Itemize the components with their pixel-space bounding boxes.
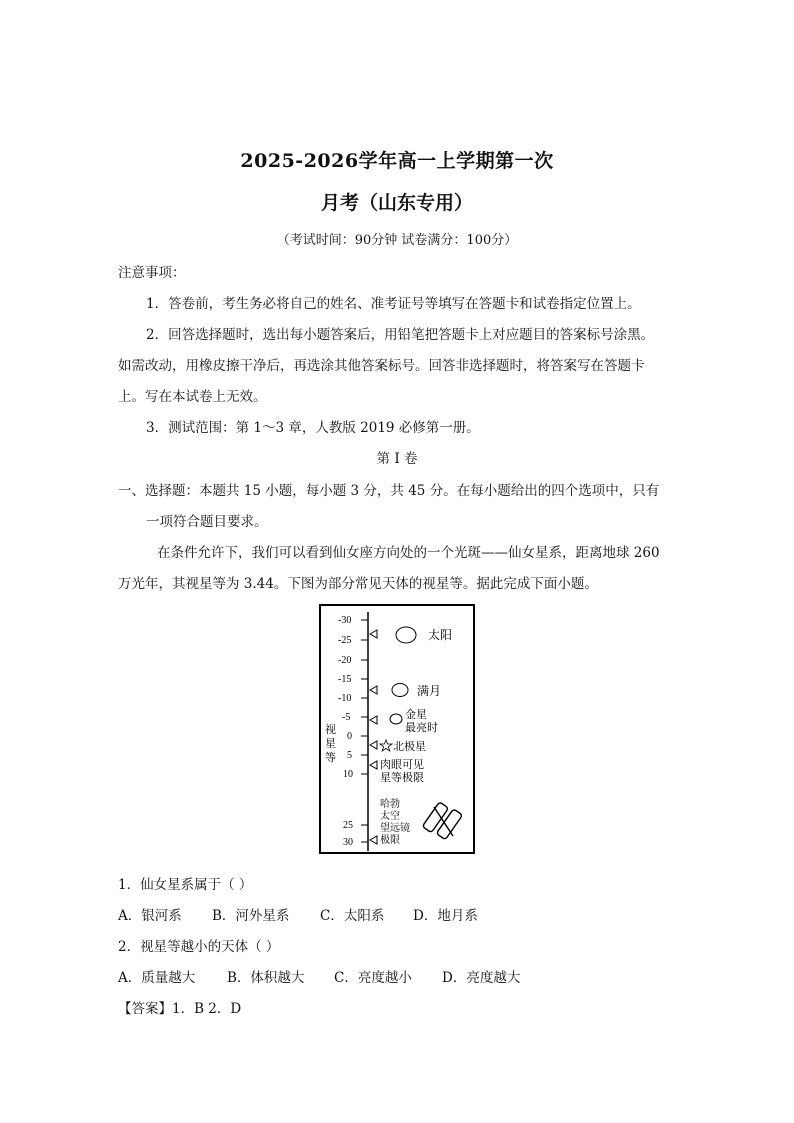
- notice-item-2-cont: 如需改动，用橡皮擦干净后，再选涂其他答案标号。回答非选择题时，将答案写在答题卡: [118, 358, 645, 374]
- svg-text:等: 等: [325, 752, 336, 764]
- tick-label: 25: [343, 820, 353, 831]
- sun-label: 太阳: [428, 628, 453, 642]
- hubble-label: 哈勃: [380, 799, 400, 810]
- notice-item-3: 3．测试范围：第 1～3 章，人教版 2019 必修第一册。: [146, 420, 480, 436]
- tick-label: -20: [338, 655, 352, 666]
- tick-label: 5: [347, 750, 352, 761]
- answer-line: 【答案】1．B 2．D: [118, 1001, 242, 1017]
- page-title-line2: 月考（山东专用）: [320, 192, 473, 214]
- hubble-label-3: 望远镜: [380, 823, 410, 834]
- tick-label: -15: [338, 674, 352, 685]
- question-1-option-b[interactable]: B．河外星系: [212, 908, 290, 924]
- tick-label: 0: [347, 731, 352, 742]
- hubble-label-2: 太空: [380, 811, 400, 822]
- polaris-label: 北极星: [393, 741, 426, 753]
- naked-eye-label: 肉眼可见: [380, 759, 424, 771]
- exam-info: （考试时间：90分钟 试卷满分：100分）: [276, 233, 518, 248]
- section-heading: 一、选择题：本题共 15 小题，每小题 3 分，共 45 分。在每小题给出的四个选项中，只有: [118, 483, 660, 499]
- question-1-option-a[interactable]: A．银河系: [118, 908, 182, 924]
- section-heading-cont: 一项符合题目要求。: [146, 514, 268, 530]
- question-2-stem: 2．视星等越小的天体（ ）: [118, 939, 280, 955]
- question-2-option-b[interactable]: B．体积越大: [227, 970, 305, 986]
- question-2-option-a[interactable]: A．质量越大: [118, 970, 196, 986]
- naked-eye-label-2: 星等极限: [380, 772, 424, 784]
- question-1-option-d[interactable]: D．地月系: [413, 908, 478, 924]
- svg-text:星: 星: [325, 738, 336, 750]
- tick-label: -5: [342, 712, 351, 723]
- notice-heading: 注意事项：: [118, 265, 186, 281]
- tick-label: 10: [343, 769, 353, 780]
- tick-label: 30: [343, 837, 353, 848]
- notice-item-2-end: 上。写在本试卷上无效。: [118, 389, 267, 405]
- moon-label: 满月: [417, 684, 442, 698]
- svg-text:视: 视: [325, 724, 336, 736]
- question-2-option-d[interactable]: D．亮度越大: [442, 970, 521, 986]
- tick-label: -25: [338, 635, 352, 646]
- page-title: 2025-2026学年高一上学期第一次: [240, 150, 554, 172]
- question-1-stem: 1．仙女星系属于（ ）: [118, 877, 253, 893]
- venus-label: 金星: [405, 709, 427, 721]
- axis-title: [325, 723, 336, 764]
- volume-heading: 第 I 卷: [376, 451, 418, 467]
- passage-line-2: 万光年，其视星等为 3.44。下图为部分常见天体的视星等。据此完成下面小题。: [118, 576, 598, 592]
- tick-label: -30: [338, 615, 352, 626]
- notice-item-2: 2．回答选择题时，选出每小题答案后，用铅笔把答题卡上对应题目的答案标号涂黑。: [146, 327, 655, 343]
- tick-label: -10: [338, 693, 352, 704]
- question-2-option-c[interactable]: C．亮度越小: [334, 970, 412, 986]
- venus-label-2: 最亮时: [405, 722, 438, 734]
- hubble-label-4: 极限: [380, 835, 400, 846]
- magnitude-figure: [318, 604, 476, 855]
- notice-item-1: 1．答卷前，考生务必将自己的姓名、准考证号等填写在答题卡和试卷指定位置上。: [146, 296, 641, 312]
- question-1-option-c[interactable]: C．太阳系: [320, 908, 385, 924]
- passage-line-1: 在条件允许下，我们可以看到仙女座方向处的一个光斑——仙女星系，距离地球 260: [157, 545, 660, 561]
